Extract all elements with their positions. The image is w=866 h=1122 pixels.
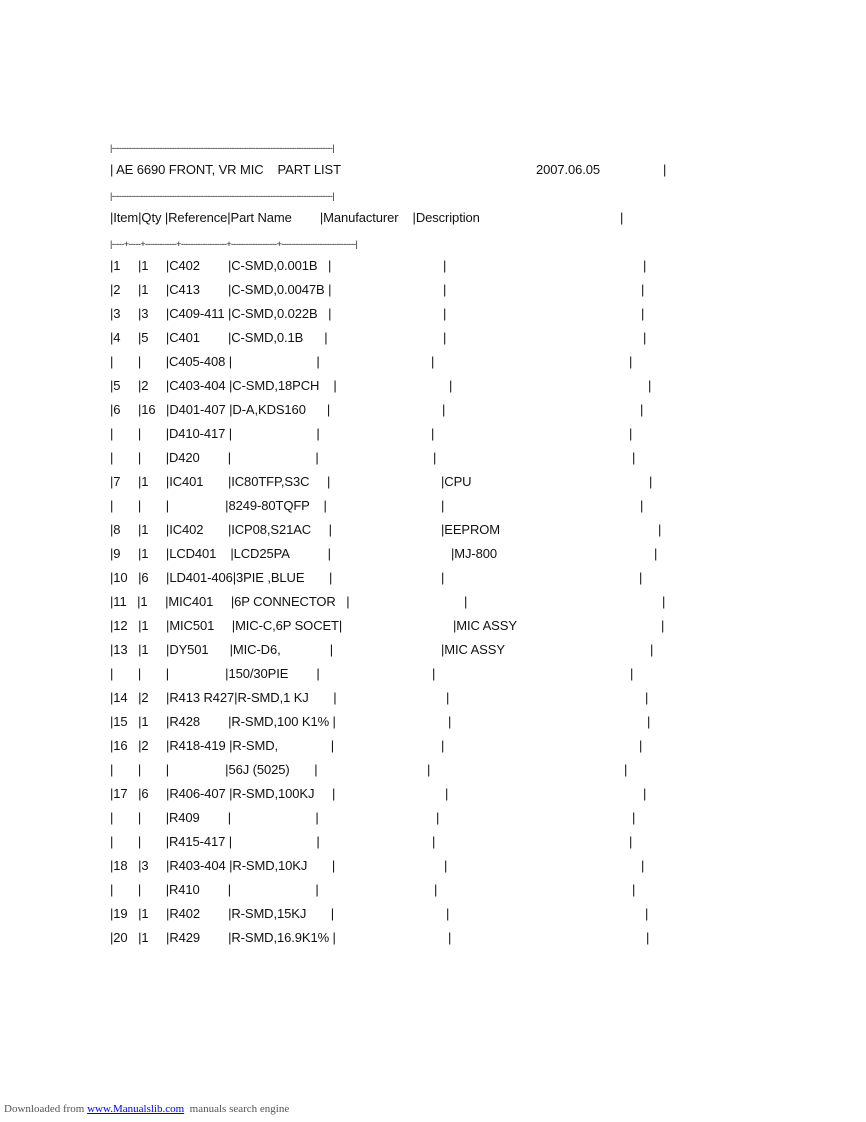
row-description: | bbox=[443, 258, 447, 273]
row-end-bar: | bbox=[654, 546, 658, 561]
row-description: | bbox=[443, 306, 447, 321]
row-end-bar: | bbox=[632, 450, 636, 465]
row-description: |MJ-800 bbox=[451, 546, 498, 561]
table-row: |7 |1 |IC401 |IC80TFP,S3C | bbox=[110, 474, 331, 489]
download-footer bbox=[4, 1103, 289, 1115]
row-description: |MIC ASSY bbox=[453, 618, 517, 633]
table-row: |2 |1 |C413 |C-SMD,0.0047B | bbox=[110, 282, 332, 297]
table-row: | | |R409 | | bbox=[110, 810, 319, 825]
footer-prefix: Downloaded from bbox=[4, 1103, 88, 1115]
document-date: 2007.06.05 bbox=[536, 162, 601, 177]
row-end-bar: | bbox=[629, 354, 633, 369]
table-row: |11 |1 |MIC401 |6P CONNECTOR | bbox=[110, 594, 350, 609]
row-end-bar: | bbox=[645, 906, 649, 921]
row-end-bar: | bbox=[643, 258, 647, 273]
row-description: | bbox=[441, 570, 445, 585]
row-end-bar: | bbox=[641, 282, 645, 297]
row-description: | bbox=[436, 810, 440, 825]
row-end-bar: | bbox=[629, 834, 633, 849]
row-end-bar: | bbox=[624, 762, 628, 777]
table-row: | | | |8249-80TQFP | bbox=[110, 498, 327, 513]
title-end-bar: | bbox=[663, 162, 667, 177]
row-end-bar: | bbox=[632, 882, 636, 897]
separator-rule: |-----+-----+-------------+-------------------+-------------------+-------------------------------| bbox=[110, 239, 358, 249]
row-end-bar: | bbox=[646, 930, 650, 945]
top-rule: |--------------------------------------------------------------------------------------------| bbox=[110, 143, 335, 153]
row-end-bar: | bbox=[650, 642, 654, 657]
table-row: |13 |1 |DY501 |MIC-D6, | bbox=[110, 642, 334, 657]
table-row: |10 |6 |LD401-406|3PIE ,BLUE | bbox=[110, 570, 333, 585]
table-row: | | |D420 | | bbox=[110, 450, 319, 465]
table-row: |20 |1 |R429 |R-SMD,16.9K1% | bbox=[110, 930, 336, 945]
table-row: |1 |1 |C402 |C-SMD,0.001B | bbox=[110, 258, 332, 273]
row-description: | bbox=[448, 930, 452, 945]
table-row: |8 |1 |IC402 |ICP08,S21AC | bbox=[110, 522, 332, 537]
row-description: | bbox=[431, 354, 435, 369]
row-description: |CPU bbox=[441, 474, 472, 489]
row-description: | bbox=[446, 690, 450, 705]
row-description: | bbox=[441, 738, 445, 753]
table-row: |4 |5 |C401 |C-SMD,0.1B | bbox=[110, 330, 328, 345]
row-end-bar: | bbox=[648, 378, 652, 393]
table-row: | | |D410-417 | | bbox=[110, 426, 320, 441]
table-row: |12 |1 |MIC501 |MIC-C,6P SOCET| bbox=[110, 618, 343, 633]
row-description: | bbox=[433, 450, 437, 465]
table-row: |19 |1 |R402 |R-SMD,15KJ | bbox=[110, 906, 335, 921]
table-row: |9 |1 |LCD401 |LCD25PA | bbox=[110, 546, 331, 561]
row-end-bar: | bbox=[643, 786, 647, 801]
row-description: | bbox=[441, 498, 445, 513]
row-end-bar: | bbox=[639, 738, 643, 753]
row-description: | bbox=[449, 378, 453, 393]
row-description: | bbox=[446, 906, 450, 921]
row-end-bar: | bbox=[641, 858, 645, 873]
row-end-bar: | bbox=[641, 306, 645, 321]
table-row: | | |R410 | | bbox=[110, 882, 319, 897]
table-row: | | |C405-408 | | bbox=[110, 354, 320, 369]
header-end-bar: | bbox=[620, 210, 624, 225]
table-row: |6 |16 |D401-407 |D-A,KDS160 | bbox=[110, 402, 331, 417]
row-description: | bbox=[427, 762, 431, 777]
row-description: | bbox=[431, 426, 435, 441]
row-description: |EEPROM bbox=[441, 522, 501, 537]
row-end-bar: | bbox=[645, 690, 649, 705]
row-description: | bbox=[445, 786, 449, 801]
document-title: | AE 6690 FRONT, VR MIC PART LIST bbox=[110, 162, 341, 177]
row-description: | bbox=[448, 714, 452, 729]
row-end-bar: | bbox=[640, 498, 644, 513]
row-end-bar: | bbox=[658, 522, 662, 537]
table-row: |15 |1 |R428 |R-SMD,100 K1% | bbox=[110, 714, 336, 729]
table-row: | | | |150/30PIE | bbox=[110, 666, 320, 681]
row-description: | bbox=[443, 282, 447, 297]
table-row: |3 |3 |C409-411 |C-SMD,0.022B | bbox=[110, 306, 332, 321]
row-description: | bbox=[432, 834, 436, 849]
row-end-bar: | bbox=[661, 618, 665, 633]
table-row: | | | |56J (5025) | bbox=[110, 762, 318, 777]
row-description: | bbox=[444, 858, 448, 873]
row-description: | bbox=[432, 666, 436, 681]
footer-suffix: manuals search engine bbox=[184, 1103, 290, 1115]
row-description: |MIC ASSY bbox=[441, 642, 505, 657]
row-end-bar: | bbox=[632, 810, 636, 825]
row-description: | bbox=[442, 402, 446, 417]
row-end-bar: | bbox=[629, 426, 633, 441]
table-row: |16 |2 |R418-419 |R-SMD, | bbox=[110, 738, 334, 753]
row-description: | bbox=[443, 330, 447, 345]
manualslib-link[interactable]: www.Manualslib.com bbox=[87, 1103, 185, 1115]
table-row: |18 |3 |R403-404 |R-SMD,10KJ | bbox=[110, 858, 336, 873]
table-row: |17 |6 |R406-407 |R-SMD,100KJ | bbox=[110, 786, 336, 801]
mid-rule: |--------------------------------------------------------------------------------------------| bbox=[110, 191, 335, 201]
row-end-bar: | bbox=[630, 666, 634, 681]
table-row: | | |R415-417 | | bbox=[110, 834, 320, 849]
row-end-bar: | bbox=[662, 594, 666, 609]
row-end-bar: | bbox=[643, 330, 647, 345]
row-end-bar: | bbox=[649, 474, 653, 489]
row-end-bar: | bbox=[640, 402, 644, 417]
row-end-bar: | bbox=[639, 570, 643, 585]
row-description: | bbox=[434, 882, 438, 897]
column-header: |Item|Qty |Reference|Part Name |Manufacturer |Description bbox=[110, 210, 480, 225]
row-end-bar: | bbox=[647, 714, 651, 729]
row-description: | bbox=[464, 594, 468, 609]
table-row: |5 |2 |C403-404 |C-SMD,18PCH | bbox=[110, 378, 337, 393]
table-row: |14 |2 |R413 R427|R-SMD,1 KJ | bbox=[110, 690, 337, 705]
